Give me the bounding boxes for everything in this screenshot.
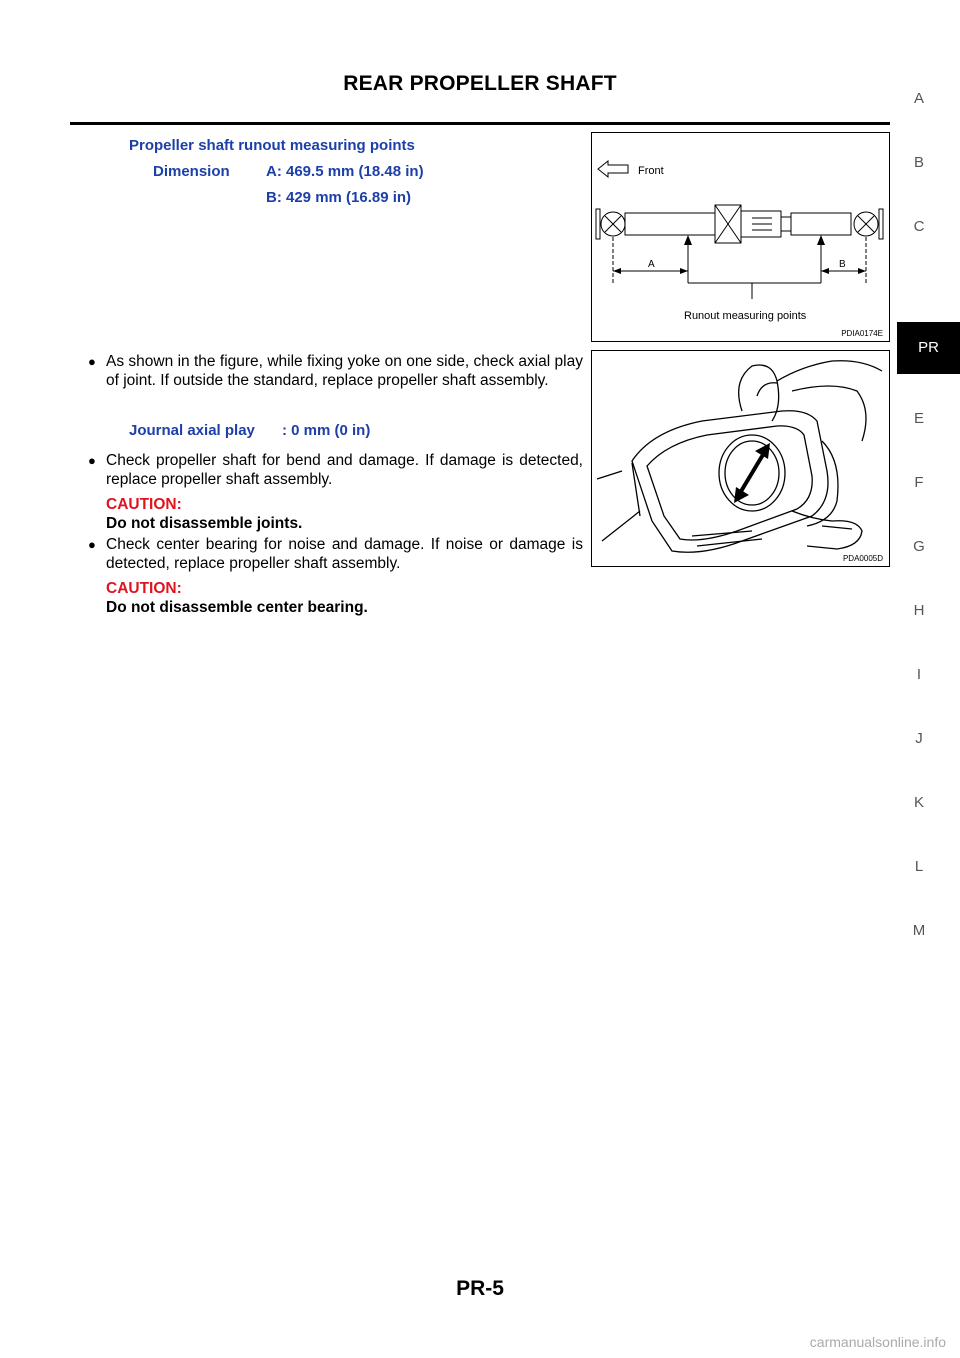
bullet-icon: ● [88,354,96,369]
section-index-c[interactable]: C [913,218,925,235]
section-index-b[interactable]: B [913,154,924,171]
list-item-text: Check propeller shaft for bend and damage. If damage is detected, replace propeller shaft assembly. [106,452,583,488]
journal-value: : 0 mm (0 in) [282,422,371,439]
list-item [88,451,583,489]
section-index-k[interactable]: K [913,794,924,811]
journal-label: Journal axial play [129,422,255,439]
section-index [897,0,960,1358]
dimension-b-label: B [839,259,846,270]
section-index-e[interactable]: E [913,410,924,427]
front-label: Front [638,165,664,177]
list-item-text: Check center bearing for noise and damage. If noise or damage is detected, replace propeller shaft assembly. [106,536,583,572]
caution-label: CAUTION: [106,496,182,513]
caution-text: Do not disassemble center bearing. [106,599,368,616]
bullet-icon: ● [88,453,96,468]
section-index-j[interactable]: J [915,730,923,747]
caution-text: Do not disassemble joints. [106,515,303,532]
runout-measuring-label: Runout measuring points [684,310,807,322]
dimension-a-label: A [648,259,655,270]
list-item [88,352,583,390]
runout-heading: Propeller shaft runout measuring points [129,137,415,154]
dimension-label: Dimension [153,163,230,180]
section-index-l[interactable]: L [914,858,924,875]
page-title: REAR PROPELLER SHAFT [343,72,617,95]
caution-label: CAUTION: [106,580,182,597]
page-number: PR-5 [456,1277,504,1300]
runout-diagram [591,132,890,342]
title-divider [70,122,890,125]
section-index-f[interactable]: F [914,474,924,491]
joint-check-illustration [591,350,890,567]
section-index-pr[interactable] [897,322,960,374]
joint-check-drawing [592,351,889,566]
section-index-pr-label: PR [918,339,939,356]
section-index-g[interactable]: G [913,538,925,555]
figure-code: PDA0005D [842,554,883,563]
dimension-value-b: B: 429 mm (16.89 in) [266,189,412,206]
list-item [88,535,583,573]
bullet-icon: ● [88,537,96,552]
runout-diagram-drawing [592,133,889,341]
figure-code: PDIA0174E [841,329,883,338]
front-arrow-icon [598,161,628,177]
section-index-m[interactable]: M [912,922,926,939]
section-index-a[interactable]: A [913,90,924,107]
list-item-text: As shown in the figure, while fixing yoke on one side, check axial play of joint. If outside the standard, replace propeller shaft assembly. [106,353,583,389]
dimension-value-a: A: 469.5 mm (18.48 in) [266,163,424,180]
section-index-h[interactable]: H [913,602,925,619]
watermark: carmanualsonline.info [809,1334,946,1350]
section-index-i[interactable]: I [916,666,922,683]
